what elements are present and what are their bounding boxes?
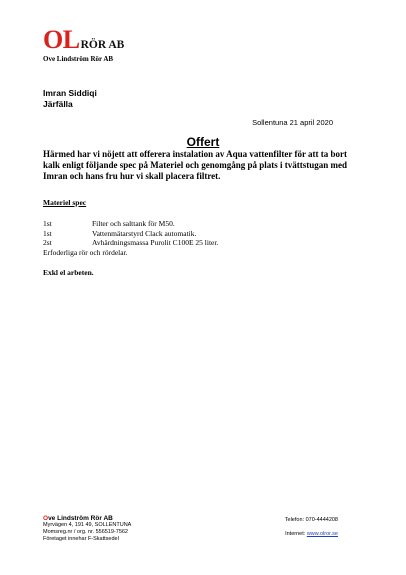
logo-ol-text: OL <box>43 25 80 54</box>
spec-item <box>43 238 218 248</box>
spec-desc: Vattenmätarstyrd Clack automatik. <box>92 228 197 238</box>
intro-paragraph: Härmed har vi nöjett att offerera instalation av Aqua vattenfilter för att ta bort kalk enligt följande spec på Materiel och genomgång på plats i tvättstugan med Imran och hans fru hur vi skall placera filtret. <box>43 149 348 181</box>
footer-address: Myrvägen 4, 191 49, SOLLENTUNA <box>43 522 132 528</box>
spec-qty: 1st <box>43 228 52 238</box>
recipient-city: Järfälla <box>43 99 73 109</box>
spec-desc: Avhärdningsmassa Purolit C100E 25 liter. <box>92 238 219 248</box>
company-logo <box>43 27 124 53</box>
recipient-block <box>43 88 97 110</box>
spec-heading: Materiel spec <box>43 198 87 207</box>
company-name: Ove Lindström Rör AB <box>43 55 114 63</box>
footer-brand-o: O <box>43 515 49 522</box>
spec-item <box>43 229 218 239</box>
exclusion-note: Exkl el arbeten. <box>43 268 94 277</box>
spec-item <box>43 219 218 229</box>
footer-brand <box>43 515 131 522</box>
logo-ror-ab-text: RÖR AB <box>80 39 125 51</box>
footer-phone: Telefon: 070-4444208 <box>284 517 338 523</box>
footer-web-label: Internet: <box>285 531 307 537</box>
spec-list <box>43 219 218 258</box>
footer-company-info <box>43 515 131 543</box>
footer-website <box>285 531 338 537</box>
spec-note: Erfoderliga rör och rördelar. <box>43 248 128 258</box>
footer-brand-rest: ve Lindström Rör AB <box>48 515 113 522</box>
footer-fskatt: Företaget innehar F-Skattsedel <box>43 536 119 542</box>
document-date: Sollentuna 21 april 2020 <box>252 118 333 127</box>
website-link[interactable]: www.olror.se <box>306 531 338 537</box>
recipient-name: Imran Siddiqi <box>43 88 97 98</box>
spec-qty: 1st <box>43 219 52 228</box>
spec-qty: 2st <box>43 238 52 248</box>
spec-desc: Filter och salttank för M50. <box>92 219 175 228</box>
document-title: Offert <box>186 135 220 149</box>
footer-momsreg: Momsreg.nr / org. nr. 556519-7562 <box>43 529 128 535</box>
